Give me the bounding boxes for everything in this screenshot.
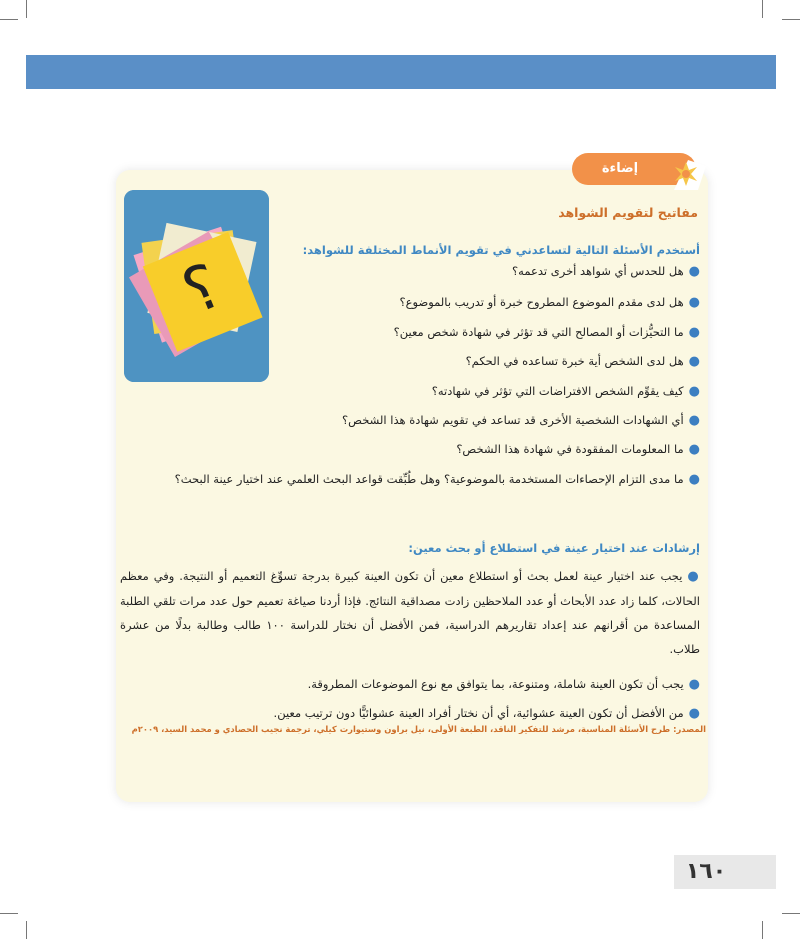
crop-mark (762, 921, 763, 939)
crop-mark (0, 913, 18, 914)
question-cards-image (124, 190, 269, 382)
list-item: ●هل للحدس أي شواهد أخرى تدعمه؟ (512, 264, 700, 279)
crop-mark (782, 913, 800, 914)
bullet-icon: ● (688, 325, 700, 340)
bullet-icon: ● (688, 295, 700, 310)
bullet-icon: ● (688, 677, 700, 692)
list-item: ●كيف يقوِّم الشخص الافتراضات التي تؤثر في شهادته؟ (431, 384, 700, 399)
callout-tab-label: إضاءة (601, 161, 639, 176)
list-item: ●ما مدى التزام الإحصاءات المستخدمة بالموضوعية؟ وهل طُبِّقت قواعد البحث العلمي عند اختيار عينة البحث؟ (174, 472, 700, 487)
source-citation: المصدر: طرح الأسئلة المناسبة، مرشد للتفكير الناقد، الطبعة الأولى، نيل براون وستيوارت كيلي، ترجمة نجيب الحصادي و محمد السيد، ٢٠٠٩م (131, 724, 706, 734)
callout-subheading: مفاتيح لتقويم الشواهد (558, 205, 698, 220)
guidance-heading: إرشادات عند اختيار عينة في استطلاع أو بحث معين: (408, 541, 700, 555)
list-item: ●ما المعلومات المفقودة في شهادة هذا الشخص؟ (456, 442, 700, 457)
crop-mark (782, 19, 800, 20)
bullet-icon: ● (688, 413, 700, 428)
bullet-icon: ● (688, 384, 700, 399)
bullet-icon: ● (688, 442, 700, 457)
crop-mark (0, 19, 18, 20)
sunburst-icon (668, 156, 708, 196)
callout-intro: أستخدم الأسئلة التالية لتساعدني في تقويم الأنماط المختلفة للشواهد: (302, 243, 700, 257)
bullet-icon: ● (688, 706, 700, 721)
bullet-icon: ● (687, 569, 701, 584)
bullet-icon: ● (688, 264, 700, 279)
guidance-item: ●يجب أن تكون العينة شاملة، ومتنوعة، بما يتوافق مع نوع الموضوعات المطروقة. (307, 677, 700, 692)
list-item: ●هل لدى الشخص أية خبرة تساعده في الحكم؟ (465, 354, 700, 369)
crop-mark (762, 0, 763, 18)
bullet-icon: ● (688, 354, 700, 369)
crop-mark (26, 921, 27, 939)
header-band (26, 55, 776, 89)
page-number: ١٦٠ (685, 859, 727, 884)
list-item: ●هل لدى مقدم الموضوع المطروح خبرة أو تدريب بالموضوع؟ (399, 295, 700, 310)
list-item: ●ما التحيُّزات أو المصالح التي قد تؤثر في شهادة شخص معين؟ (393, 325, 700, 340)
question-mark: ؟ (172, 248, 231, 329)
bullet-icon: ● (688, 472, 700, 487)
list-item: ●أي الشهادات الشخصية الأخرى قد تساعد في تقويم شهادة هذا الشخص؟ (342, 413, 700, 428)
guidance-item: ●يجب عند اختيار عينة لعمل بحث أو استطلاع معين أن تكون العينة كبيرة بدرجة تسوِّغ التعميم أو النتيجة. وفي معظم الحالات، كلما زاد عدد الأبحاث أو عدد الملاحظين زادت مصداقية النتائج. فإذا أردنا صياغة تعميم حول عدد مرات تلقي الطلبة المساعدة من أقرانهم عند إعداد تقاريرهم الدراسية، فمن الأفضل أن نختار للدراسة ١٠٠ طالب وطالبة بدلًا من عشرة طلاب. (120, 569, 701, 656)
crop-mark (26, 0, 27, 18)
guidance-item: ●من الأفضل أن تكون العينة عشوائية، أي أن نختار أفراد العينة عشوائيًّا دون ترتيب معين. (273, 706, 700, 721)
